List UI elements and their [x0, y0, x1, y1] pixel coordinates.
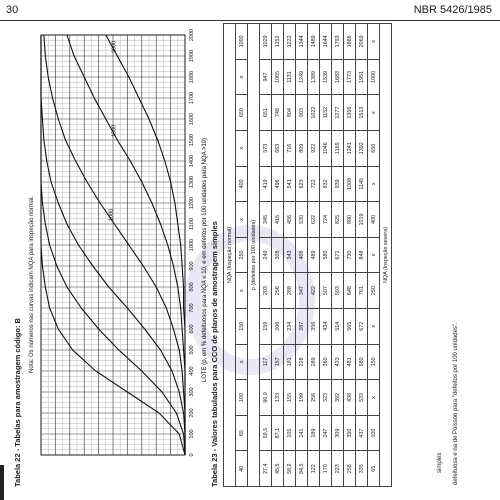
table-cell: 651	[260, 95, 272, 131]
table-cell: 122	[308, 451, 320, 487]
table-cell: 437	[356, 415, 368, 451]
p-subheader: p (defeitos por 100 unidades)	[248, 24, 260, 487]
table-cell: 27,4	[260, 451, 272, 487]
table-cell: 622	[308, 202, 320, 238]
table-cell: 438	[344, 380, 356, 416]
table-cell: 1277	[332, 95, 344, 131]
table-cell: 350	[344, 415, 356, 451]
table-cell: 1489	[308, 24, 320, 60]
table-cell: 716	[284, 130, 296, 166]
nqa-severa-label: NQA (Inspeção severa)	[380, 24, 392, 487]
table-cell: 181	[284, 344, 296, 380]
table-cell: 1046	[320, 130, 332, 166]
nqa-normal-cell: 150	[236, 308, 248, 344]
table-cell: 1008	[344, 166, 356, 202]
nqa-normal-cell: 1000	[236, 24, 248, 60]
table-cell: 1131	[284, 59, 296, 95]
nqa-normal-cell: 65	[236, 415, 248, 451]
table-cell: 419	[260, 166, 272, 202]
nqa-normal-cell: x	[236, 59, 248, 95]
binding-edge	[0, 465, 4, 500]
table-row	[332, 24, 344, 487]
table-cell: 1019	[356, 202, 368, 238]
nqa-severa-cell: x	[368, 166, 380, 202]
table-cell: 1644	[320, 24, 332, 60]
table-cell: 809	[296, 130, 308, 166]
table-cell: 496	[272, 166, 284, 202]
page-number: 30	[6, 4, 19, 16]
x-tick-label: 1100	[189, 218, 195, 230]
table-cell: 308	[272, 237, 284, 273]
table-cell: 648	[344, 273, 356, 309]
table23	[223, 23, 392, 487]
table-cell: 356	[308, 308, 320, 344]
table-cell: 748	[272, 95, 284, 131]
table-cell: 1773	[344, 59, 356, 95]
x-tick-label: 100	[189, 429, 195, 439]
table-cell: 804	[284, 95, 296, 131]
table-cell: 256	[308, 380, 320, 416]
table-cell: 228	[296, 344, 308, 380]
table-cell: 580	[356, 344, 368, 380]
table-cell: 1249	[296, 59, 308, 95]
table-cell: 392	[332, 380, 344, 416]
table-cell: 323	[320, 380, 332, 416]
x-tick-label: 1500	[189, 133, 195, 147]
nqa-severa-cell: 1000	[368, 59, 380, 95]
nqa-severa-cell: 65	[368, 451, 380, 487]
table-cell: 922	[308, 130, 320, 166]
table-cell: 309	[332, 415, 344, 451]
nqa-severa-cell: x	[368, 24, 380, 60]
x-tick-label: 600	[189, 324, 195, 334]
nqa-severa-cell: 150	[368, 344, 380, 380]
nqa-severa-cell: x	[368, 237, 380, 273]
x-tick-label: 1400	[189, 154, 195, 168]
table-cell: 1152	[320, 95, 332, 131]
table-cell: 671	[332, 237, 344, 273]
table-row	[296, 24, 308, 487]
table-cell: 456	[284, 202, 296, 238]
table-cell: 288	[284, 273, 296, 309]
table-cell: 289	[308, 344, 320, 380]
table-cell: 672	[356, 308, 368, 344]
table-cell: 514	[332, 308, 344, 344]
table22-title: Tabela 22 - Tabelas para amostragem código: B	[13, 318, 22, 487]
x-tick-label: 1600	[189, 112, 195, 126]
x-tick-label: 1300	[189, 175, 195, 189]
x-tick-label: 1900	[189, 49, 195, 63]
nqa-normal-cell: x	[236, 273, 248, 309]
table-cell: 623	[296, 166, 308, 202]
table-cell: 825	[332, 202, 344, 238]
nqa-severa-cell: 250	[368, 273, 380, 309]
table-cell: 565	[344, 308, 356, 344]
x-tick-label: 400	[189, 366, 195, 376]
x-tick-label: 700	[189, 303, 195, 313]
standard-reference: NBR 5426/1985	[413, 4, 492, 16]
chart-grid	[41, 35, 185, 455]
table-cell: 84,5	[296, 451, 308, 487]
x-tick-label: 300	[189, 387, 195, 397]
table-cell: 530	[296, 202, 308, 238]
table-cell: 1344	[296, 24, 308, 60]
table-cell: 422	[308, 273, 320, 309]
x-tick-label: 2000	[189, 28, 195, 42]
curve-label: 1000	[108, 208, 115, 221]
nqa-severa-row	[368, 24, 380, 487]
table-cell: 489	[308, 237, 320, 273]
table-cell: 481	[344, 344, 356, 380]
table-cell: 722	[308, 166, 320, 202]
table-cell: 155	[284, 380, 296, 416]
footnote: defeituosa e na de Poisson para "defeitos por 100 unidades".	[453, 322, 459, 485]
x-axis-label: LOTE (p, em % defeituosos para NQA ≤ 10, e em defeitos por 100 unidades para NQA >10)	[202, 137, 208, 383]
table-cell: 415	[272, 202, 284, 238]
chart-labels	[108, 29, 195, 457]
table-cell: 159	[260, 308, 272, 344]
x-tick-label: 1000	[189, 238, 195, 252]
nqa-normal-header: NQA (Inspeção normal)	[224, 24, 236, 487]
table-cell: 2069	[356, 24, 368, 60]
nqa-normal-cell: 650	[236, 95, 248, 131]
table-cell: 848	[356, 237, 368, 273]
table-cell: 1392	[356, 130, 368, 166]
table-cell: 45,5	[272, 451, 284, 487]
nqa-normal-cell: 400	[236, 166, 248, 202]
x-tick-label: 800	[189, 282, 195, 292]
table-row	[272, 24, 284, 487]
table-cell: 1029	[260, 24, 272, 60]
nqa-normal-cell: x	[236, 202, 248, 238]
table-cell: 117	[260, 344, 272, 380]
table-cell: 87,1	[272, 415, 284, 451]
table-row	[356, 24, 368, 487]
nqa-severa-cell: 400	[368, 202, 380, 238]
table-cell: 343	[284, 237, 296, 273]
table-cell: 533	[356, 380, 368, 416]
table-cell: 189	[308, 415, 320, 451]
table-cell: 1022	[308, 95, 320, 131]
table-row	[320, 24, 332, 487]
curve-label: 2000	[111, 40, 118, 53]
table-cell: 347	[296, 273, 308, 309]
table-cell: 345	[260, 202, 272, 238]
table-cell: 96,9	[260, 380, 272, 416]
table-cell: 256	[272, 273, 284, 309]
nqa-normal-cell: x	[236, 130, 248, 166]
nqa-severa-cell: x	[368, 380, 380, 416]
table-cell: 335	[356, 451, 368, 487]
table-cell: 663	[272, 130, 284, 166]
x-tick-label: 500	[189, 345, 195, 355]
nqa-severa-cell: x	[368, 95, 380, 131]
x-tick-label: 900	[189, 261, 195, 271]
table-cell: 170	[320, 451, 332, 487]
nqa-severa-cell: x	[368, 308, 380, 344]
table23-title: Tabela 23 - Valores tabulados para CCO de planos de amostragem simples	[210, 221, 219, 487]
table-row	[308, 24, 320, 487]
table-cell: 593	[332, 273, 344, 309]
table-cell: 724	[320, 202, 332, 238]
table-cell: 249	[260, 237, 272, 273]
table-cell: 434	[320, 308, 332, 344]
table-cell: 890	[344, 202, 356, 238]
table-cell: 433	[332, 344, 344, 380]
nqa-normal-cell: 250	[236, 237, 248, 273]
table-cell: 287	[296, 308, 308, 344]
curve-label: 1500	[111, 124, 118, 137]
x-tick-label: 1700	[189, 91, 195, 105]
table-cell: 360	[320, 344, 332, 380]
table-cell: 1165	[332, 130, 344, 166]
rotated-inner	[5, 25, 495, 495]
table-cell: 141	[296, 415, 308, 451]
table-cell: 105	[284, 415, 296, 451]
table-cell: 1389	[308, 59, 320, 95]
table-cell: 761	[356, 273, 368, 309]
table-cell: 1951	[356, 59, 368, 95]
table-cell: 1222	[284, 24, 296, 60]
table-cell: 1241	[344, 130, 356, 166]
table-cell: 1539	[320, 59, 332, 95]
table-cell: 223	[332, 451, 344, 487]
table-cell: 580	[320, 237, 332, 273]
table-cell: 408	[296, 237, 308, 273]
table-row	[284, 24, 296, 487]
table-row	[260, 24, 272, 487]
table-cell: 1152	[272, 24, 284, 60]
table-cell: 939	[332, 166, 344, 202]
table-cell: 234	[284, 308, 296, 344]
table-cell: 58,2	[284, 451, 296, 487]
table-cell: 903	[296, 95, 308, 131]
table-cell: 1683	[332, 59, 344, 95]
left-margin-text: simples	[437, 452, 443, 473]
x-tick-label: 1800	[189, 70, 195, 84]
table-cell: 203	[260, 273, 272, 309]
table-cell: 247	[320, 415, 332, 451]
table-cell: 1886	[344, 24, 356, 60]
table-cell: 730	[344, 237, 356, 273]
table-cell: 1793	[332, 24, 344, 60]
x-tick-label: 1200	[189, 196, 195, 210]
table-row	[344, 24, 356, 487]
nqa-severa-cell: 650	[368, 130, 380, 166]
table-cell: 59,5	[260, 415, 272, 451]
table-cell: 1513	[356, 95, 368, 131]
nqa-normal-cell: 100	[236, 380, 248, 416]
table-cell: 947	[260, 59, 272, 95]
nqa-normal-cell: x	[236, 344, 248, 380]
nqa-severa-cell: 100	[368, 415, 380, 451]
x-tick-label: 200	[189, 408, 195, 418]
nqa-normal-row	[236, 24, 248, 487]
occ-chart	[35, 25, 210, 495]
table-cell: 206	[272, 308, 284, 344]
x-tick-label: 0	[189, 453, 195, 457]
nqa-normal-cell: 40	[236, 451, 248, 487]
table-cell: 832	[320, 166, 332, 202]
table-cell: 1356	[344, 95, 356, 131]
table-cell: 541	[284, 166, 296, 202]
header-rule	[0, 20, 500, 21]
table-cell: 1065	[272, 59, 284, 95]
table-cell: 507	[320, 273, 332, 309]
table-cell: 1145	[356, 166, 368, 202]
table22-note: Nota: Os números nas curvas indicam NQA para inspeção normal.	[29, 195, 35, 373]
table-cell: 573	[260, 130, 272, 166]
table-cell: 157	[272, 344, 284, 380]
table-cell: 258	[344, 451, 356, 487]
table-cell: 133	[272, 380, 284, 416]
table-cell: 199	[296, 380, 308, 416]
